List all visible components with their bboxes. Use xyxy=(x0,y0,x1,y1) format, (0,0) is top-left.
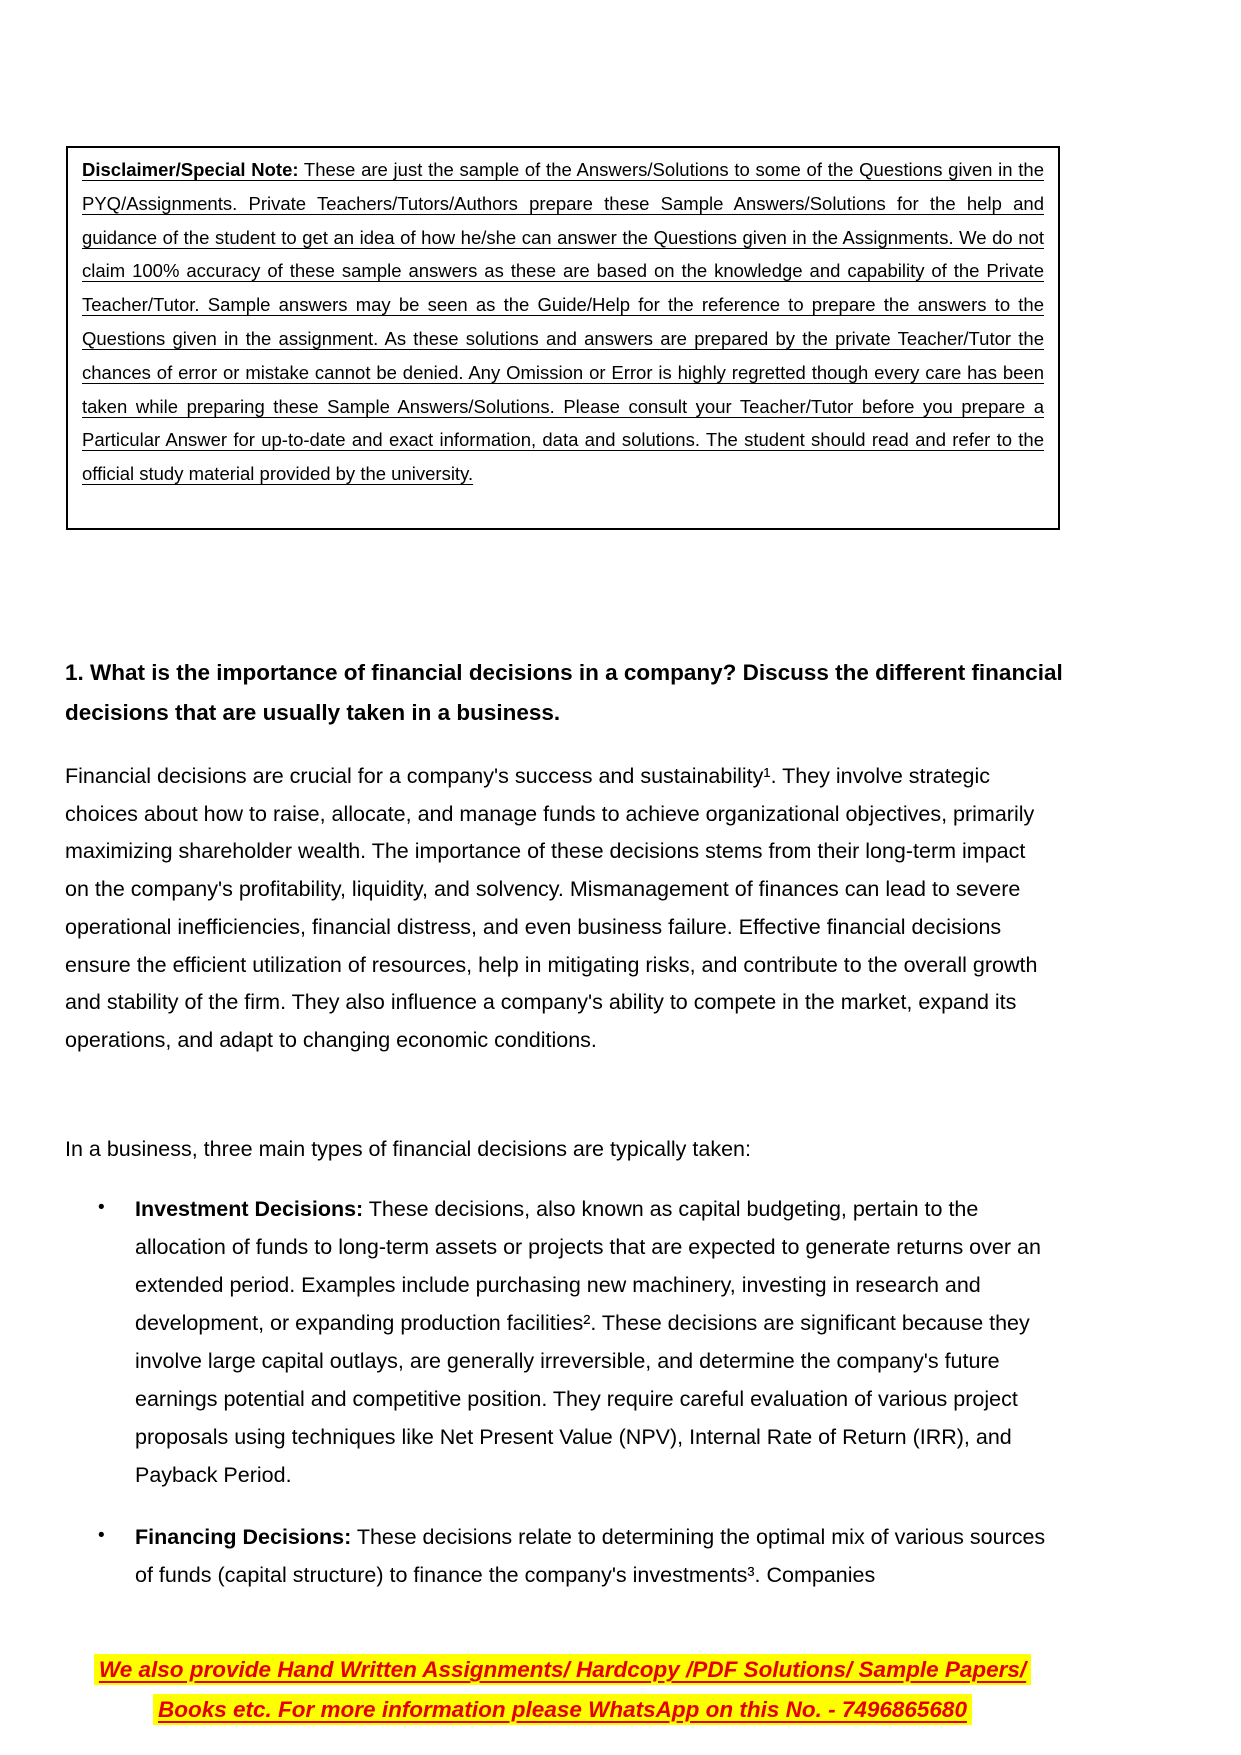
disclaimer-box xyxy=(66,146,1060,530)
promo-footer-line-1: We also provide Hand Written Assignments/ Hardcopy /PDF Solutions/ Sample Papers/ xyxy=(94,1654,1031,1685)
disclaimer-label: Disclaimer/Special Note: xyxy=(82,159,299,180)
bullet-text: These decisions relate to determining the optimal mix of various sources of funds (capital structure) to finance the company's investments³. Companies xyxy=(135,1525,1046,1587)
disclaimer-paragraph xyxy=(82,153,1044,491)
disclaimer-body-text: These are just the sample of the Answers/Solutions to some of the Questions given in the PYQ/Assignments. Private Teachers/Tutors/Authors prepare these Sample Answers/Solutions for the help and guidance of the student to get an idea of how he/she can answer the Questions given in the Assignments. We do not claim 100% accuracy of these sample answers as these are based on the knowledge and capability of the Private Teacher/Tutor. Sample answers may be seen as the Guide/Help for the reference to prepare the answers to the Questions given in the assignment. As these solutions and answers are prepared by the private Teacher/Tutor the chances of error or mistake cannot be denied. Any Omission or Error is highly regretted though every care has been taken while preparing these Sample Answers/Solutions. Please consult your Teacher/Tutor before you prepare a Particular Answer for up-to-date and exact information, data and solutions. The student should read and refer to the official study material provided by the university. xyxy=(82,159,1044,485)
list-item-financing-decisions xyxy=(65,1518,1060,1594)
bullet-label: Investment Decisions: xyxy=(135,1197,364,1221)
list-intro-line: In a business, three main types of financial decisions are typically taken: xyxy=(65,1137,751,1161)
bullet-text: These decisions, also known as capital budgeting, pertain to the allocation of funds to long-term assets or projects that are expected to generate returns over an extended period. Examples include purchasing new machinery, investing in research and development, or expanding production facilities². These decisions are significant because they involve large capital outlays, are generally irreversible, and determine the company's future earnings potential and competitive position. They require careful evaluation of various project proposals using techniques like Net Present Value (NPV), Internal Rate of Return (IRR), and Payback Period. xyxy=(135,1197,1041,1487)
bullet-icon: • xyxy=(98,1197,105,1218)
decision-types-list xyxy=(65,1190,1060,1594)
bullet-icon: • xyxy=(98,1525,105,1546)
list-item-investment-decisions xyxy=(65,1190,1060,1494)
question-heading: 1. What is the importance of financial decisions in a company? Discuss the different financial decisions that are usually taken in a business. xyxy=(65,660,1063,725)
promo-footer-line-2: Books etc. For more information please WhatsApp on this No. - 7496865680 xyxy=(153,1694,972,1725)
promo-footer xyxy=(65,1650,1060,1730)
bullet-label: Financing Decisions: xyxy=(135,1525,352,1549)
answer-intro-paragraph: Financial decisions are crucial for a company's success and sustainability¹. They involve strategic choices about how to raise, allocate, and manage funds to achieve organizational objectives, primarily maximizing shareholder wealth. The importance of these decisions stems from their long-term impact on the company's profitability, liquidity, and solvency. Mismanagement of finances can lead to severe operational inefficiencies, financial distress, and even business failure. Effective financial decisions ensure the efficient utilization of resources, help in mitigating risks, and contribute to the overall growth and stability of the firm. They also influence a company's ability to compete in the market, expand its operations, and adapt to changing economic conditions. xyxy=(65,764,1038,1052)
